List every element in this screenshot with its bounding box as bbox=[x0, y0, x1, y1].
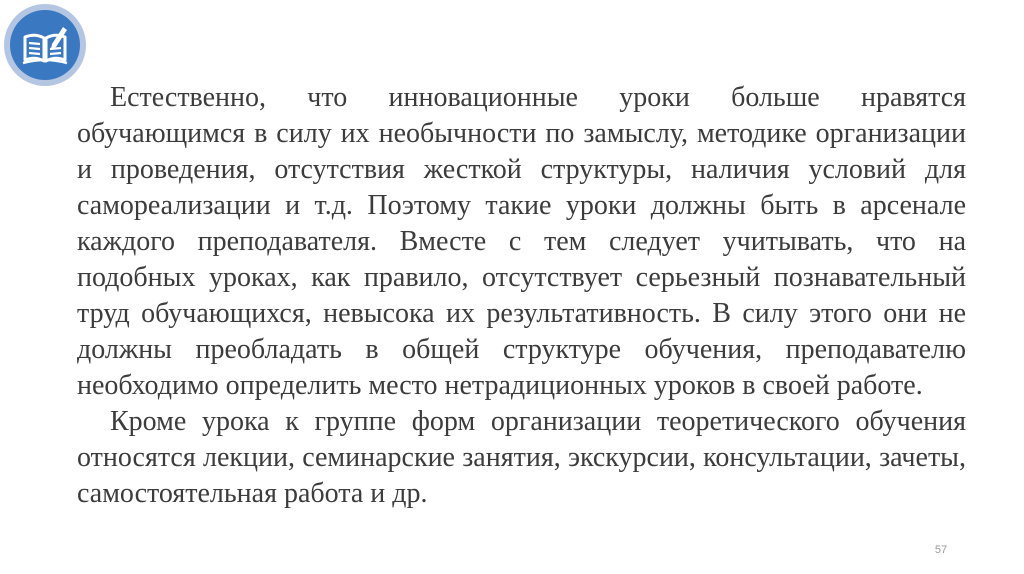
open-book-pen-icon bbox=[19, 23, 71, 67]
logo bbox=[4, 4, 86, 86]
body-text bbox=[77, 80, 966, 512]
page-number: 57 bbox=[934, 544, 948, 556]
logo-inner bbox=[10, 10, 80, 80]
paragraph: Кроме урока к группе форм организации теоретического обучения относятся лекции, семинарские занятия, экскурсии, консультации, зачеты, самостоятельная работа и др. bbox=[77, 406, 966, 509]
paragraph: Естественно, что инновационные уроки больше нравятся обучающимся в силу их необычности по замыслу, методике организации и проведения, отсутствия жесткой структуры, наличия условий для самореализации и т.д. Поэтому такие уроки должны быть в арсенале каждого преподавателя. Вместе с тем следует учитывать, что на подобных уроках, как правило, отсутствует серьезный познавательный труд обучающихся, невысока их результативность. В силу этого они не должны преобладать в общей структуре обучения, преподавателю необходимо определить место нетрадиционных уроков в своей работе. bbox=[77, 82, 966, 401]
